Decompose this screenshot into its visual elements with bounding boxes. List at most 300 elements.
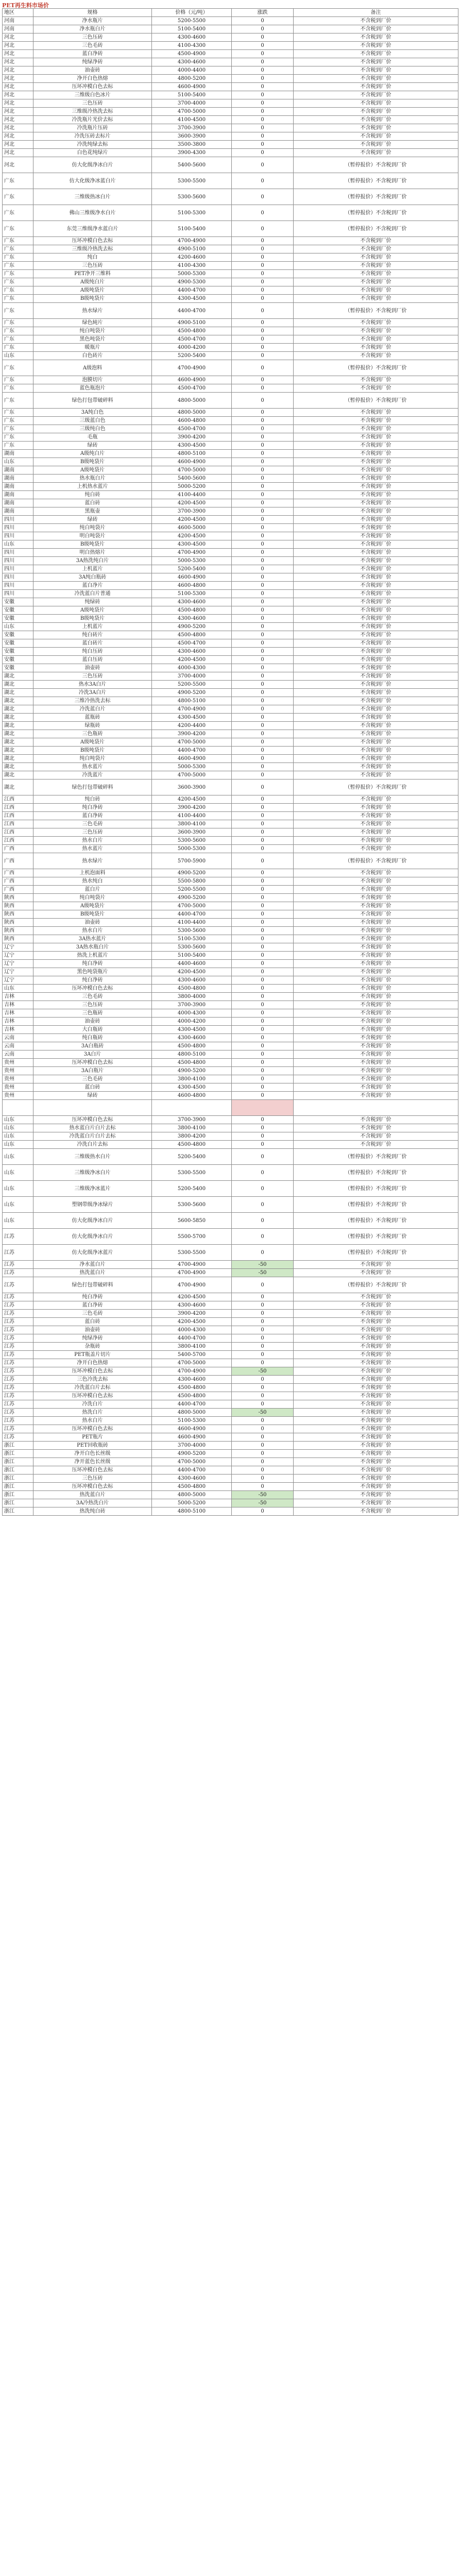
cell-spec: A级吨袋片 (33, 466, 152, 474)
cell-change: 0 (232, 360, 294, 376)
cell-note: （暂停报价）不含税到厂价 (294, 393, 458, 409)
table-row (3, 1384, 458, 1392)
cell-spec: 热水蓝片 (33, 763, 152, 771)
cell-region: 湖南 (3, 466, 33, 474)
cell-region: 浙江 (3, 1442, 33, 1450)
cell-region: 浙江 (3, 1466, 33, 1475)
table-row (3, 582, 458, 590)
cell-change: 0 (232, 804, 294, 812)
cell-region: 浙江 (3, 1475, 33, 1483)
cell-price: 4300-4600 (152, 58, 232, 66)
cell-region: 江苏 (3, 1417, 33, 1425)
cell-note: 不含税到厂价 (294, 557, 458, 565)
cell-note: 不含税到厂价 (294, 763, 458, 771)
cell-region: 湖北 (3, 714, 33, 722)
cell-region: 四川 (3, 573, 33, 582)
cell-note: 不含税到厂价 (294, 631, 458, 639)
cell-region: 贵州 (3, 1075, 33, 1083)
table-row (3, 1181, 458, 1197)
cell-price: 4500-4800 (152, 327, 232, 335)
cell-spec: 热水纯白 (33, 877, 152, 886)
cell-price: 5700-5900 (152, 853, 232, 869)
cell-note: 不含税到厂价 (294, 1141, 458, 1149)
cell-spec: 热洗蓝白片 (33, 1269, 152, 1277)
cell-note: 不含税到厂价 (294, 1450, 458, 1458)
cell-note: 不含税到厂价 (294, 1067, 458, 1075)
cell-region: 广东 (3, 173, 33, 189)
cell-price: 4000-4200 (152, 344, 232, 352)
cell-region: 湖北 (3, 730, 33, 738)
cell-note: 不含税到厂价 (294, 58, 458, 66)
cell-note: 不含税到厂价 (294, 1367, 458, 1376)
table-row (3, 689, 458, 697)
cell-spec: 热水瓶白片 (33, 474, 152, 483)
cell-note: 不含税到厂价 (294, 1466, 458, 1475)
table-row (3, 1229, 458, 1245)
table-row (3, 615, 458, 623)
table-row (3, 99, 458, 108)
table-row (3, 738, 458, 747)
cell-region: 陕西 (3, 919, 33, 927)
cell-price: 4700-4900 (152, 1277, 232, 1293)
table-row (3, 141, 458, 149)
cell-note: 不含税到厂价 (294, 1458, 458, 1466)
cell-region: 江苏 (3, 1409, 33, 1417)
cell-region: 四川 (3, 582, 33, 590)
cell-price: 4400-4600 (152, 960, 232, 968)
cell-price: 4100-4300 (152, 42, 232, 50)
cell-region: 广东 (3, 417, 33, 425)
cell-region: 河北 (3, 157, 33, 173)
cell-region: 陕西 (3, 910, 33, 919)
table-row (3, 1261, 458, 1269)
col-header-spec: 规格 (33, 9, 152, 17)
cell-price: 5000-5300 (152, 763, 232, 771)
cell-price: 4700-4900 (152, 549, 232, 557)
cell-region: 广西 (3, 877, 33, 886)
table-row (3, 722, 458, 730)
cell-note: 不含税到厂价 (294, 384, 458, 393)
cell-change: 0 (232, 910, 294, 919)
cell-region: 山东 (3, 623, 33, 631)
cell-spec: 绿砖 (33, 442, 152, 450)
cell-spec: 压坏冲模白色去标 (33, 985, 152, 993)
cell-price: 4000-4300 (152, 664, 232, 672)
cell-note: 不含税到厂价 (294, 549, 458, 557)
cell-change: 0 (232, 598, 294, 606)
cell-region: 河北 (3, 66, 33, 75)
cell-price: 4700-5000 (152, 902, 232, 910)
cell-region: 河南 (3, 17, 33, 25)
cell-region: 江西 (3, 804, 33, 812)
cell-note: 不含税到厂价 (294, 491, 458, 499)
cell-region: 河北 (3, 33, 33, 42)
cell-note: （暂停报价）不含税到厂价 (294, 1149, 458, 1165)
cell-spec: 热洗纯白砖 (33, 1507, 152, 1516)
cell-region: 贵州 (3, 1083, 33, 1092)
cell-price: 5200-5400 (152, 565, 232, 573)
cell-price: 4600-4800 (152, 1092, 232, 1100)
cell-price: 4700-4900 (152, 705, 232, 714)
cell-region: 浙江 (3, 1458, 33, 1466)
cell-note: 不含税到厂价 (294, 747, 458, 755)
table-row (3, 450, 458, 458)
cell-change: 0 (232, 779, 294, 795)
cell-note: 不含税到厂价 (294, 458, 458, 466)
table-row (3, 894, 458, 902)
table-row (3, 540, 458, 549)
cell-change: 0 (232, 935, 294, 943)
separator-cell (152, 1100, 232, 1116)
cell-region: 广东 (3, 376, 33, 384)
cell-price: 4500-4800 (152, 1042, 232, 1050)
cell-note: 不含税到厂价 (294, 976, 458, 985)
cell-price: 5600-5850 (152, 1213, 232, 1229)
cell-note: 不含税到厂价 (294, 483, 458, 491)
table-row (3, 705, 458, 714)
cell-region: 湖北 (3, 779, 33, 795)
cell-change: 0 (232, 1475, 294, 1483)
cell-spec: 三色压砖 (33, 828, 152, 837)
cell-change: 0 (232, 344, 294, 352)
cell-spec: 压坏冲模白色去标 (33, 237, 152, 245)
cell-change: 0 (232, 985, 294, 993)
cell-note: （暂停报价）不含税到厂价 (294, 779, 458, 795)
cell-region: 河北 (3, 91, 33, 99)
cell-note: （暂停报价）不含税到厂价 (294, 1197, 458, 1213)
cell-change: 0 (232, 1042, 294, 1050)
cell-price: 3700-4000 (152, 1442, 232, 1450)
cell-region: 贵州 (3, 1059, 33, 1067)
cell-price: 4200-4500 (152, 499, 232, 507)
cell-spec: 纯白净砖 (33, 1293, 152, 1301)
cell-spec: 三色瓶砖 (33, 1009, 152, 1018)
table-row (3, 83, 458, 91)
cell-region: 广东 (3, 253, 33, 262)
cell-region: 安徽 (3, 664, 33, 672)
cell-note: 不含税到厂价 (294, 108, 458, 116)
table-row (3, 1359, 458, 1367)
cell-price: 4400-4700 (152, 303, 232, 319)
cell-note: 不含税到厂价 (294, 1042, 458, 1050)
cell-price: 4800-5100 (152, 450, 232, 458)
table-row (3, 1318, 458, 1326)
cell-spec: 热水3A白片 (33, 681, 152, 689)
cell-region: 湖北 (3, 738, 33, 747)
cell-change: 0 (232, 960, 294, 968)
cell-price: 4300-4600 (152, 615, 232, 623)
cell-note: 不含税到厂价 (294, 1261, 458, 1269)
cell-change: 0 (232, 993, 294, 1001)
cell-note: 不含税到厂价 (294, 705, 458, 714)
cell-note: 不含税到厂价 (294, 919, 458, 927)
table-row (3, 466, 458, 474)
cell-note: 不含税到厂价 (294, 149, 458, 157)
cell-change: 0 (232, 1067, 294, 1075)
cell-change: 0 (232, 132, 294, 141)
cell-change: 0 (232, 17, 294, 25)
cell-note: 不含税到厂价 (294, 75, 458, 83)
cell-spec: 热水蓝白片白片去标 (33, 1124, 152, 1132)
table-row (3, 935, 458, 943)
table-row (3, 697, 458, 705)
cell-spec: 压坏冲模白色去标 (33, 1059, 152, 1067)
cell-region: 广东 (3, 237, 33, 245)
cell-spec: 3A纯白色 (33, 409, 152, 417)
cell-price: 4800-5100 (152, 1050, 232, 1059)
cell-region: 江西 (3, 795, 33, 804)
cell-spec: 泡膜切片 (33, 376, 152, 384)
cell-change: 0 (232, 108, 294, 116)
table-row (3, 631, 458, 639)
cell-note: 不含税到厂价 (294, 237, 458, 245)
cell-price: 4100-4400 (152, 919, 232, 927)
cell-note: 不含税到厂价 (294, 968, 458, 976)
table-row (3, 1499, 458, 1507)
cell-note: 不含税到厂价 (294, 17, 458, 25)
cell-note: 不含税到厂价 (294, 141, 458, 149)
cell-change: 0 (232, 270, 294, 278)
cell-region: 江西 (3, 828, 33, 837)
cell-region: 江苏 (3, 1245, 33, 1261)
cell-change: 0 (232, 565, 294, 573)
table-row (3, 565, 458, 573)
cell-spec: 压坏冲模白色去标 (33, 1392, 152, 1400)
cell-note: 不含税到厂价 (294, 730, 458, 738)
cell-price: 4700-5000 (152, 466, 232, 474)
cell-region: 山东 (3, 352, 33, 360)
table-body (3, 17, 458, 1516)
cell-change: 0 (232, 91, 294, 99)
table-row (3, 1466, 458, 1475)
table-row (3, 1197, 458, 1213)
cell-region: 广东 (3, 262, 33, 270)
cell-change: 0 (232, 1124, 294, 1132)
cell-price: 5100-5300 (152, 1417, 232, 1425)
table-row (3, 189, 458, 205)
cell-change: 0 (232, 1075, 294, 1083)
col-header-change: 涨跌 (232, 9, 294, 17)
table-row (3, 319, 458, 327)
cell-spec: 蓝白砖 (33, 499, 152, 507)
cell-region: 山东 (3, 1116, 33, 1124)
cell-note: 不含税到厂价 (294, 124, 458, 132)
cell-note: （暂停报价）不含税到厂价 (294, 303, 458, 319)
cell-price: 3700-3900 (152, 1001, 232, 1009)
table-row (3, 557, 458, 565)
cell-note: 不含税到厂价 (294, 1116, 458, 1124)
table-row (3, 33, 458, 42)
cell-note: 不含税到厂价 (294, 672, 458, 681)
cell-spec: 绿色打包带破碎料 (33, 393, 152, 409)
table-row (3, 327, 458, 335)
cell-region: 湖南 (3, 499, 33, 507)
cell-spec: 油壶砖 (33, 1326, 152, 1334)
cell-change: -50 (232, 1367, 294, 1376)
cell-note: 不含税到厂价 (294, 845, 458, 853)
cell-note: 不含税到厂价 (294, 960, 458, 968)
cell-note: 不含税到厂价 (294, 25, 458, 33)
cell-change: 0 (232, 681, 294, 689)
cell-price: 4800-5100 (152, 1507, 232, 1516)
cell-price: 3700-4000 (152, 99, 232, 108)
cell-note: （暂停报价）不含税到厂价 (294, 189, 458, 205)
cell-price: 4700-4900 (152, 1269, 232, 1277)
cell-change: 0 (232, 425, 294, 433)
cell-change: 0 (232, 845, 294, 853)
cell-change: 0 (232, 1059, 294, 1067)
cell-spec: 三维冷热洗去标 (33, 697, 152, 705)
table-row (3, 1059, 458, 1067)
table-row (3, 1269, 458, 1277)
cell-price: 4500-4700 (152, 384, 232, 393)
cell-region: 河北 (3, 42, 33, 50)
cell-change: 0 (232, 450, 294, 458)
cell-note: （暂停报价）不含税到厂价 (294, 205, 458, 221)
cell-spec: 蓝白净砖 (33, 1301, 152, 1310)
cell-spec: 黑瓶壶 (33, 507, 152, 516)
cell-region: 江苏 (3, 1400, 33, 1409)
cell-change: 0 (232, 1116, 294, 1124)
cell-change: 0 (232, 466, 294, 474)
cell-change: -50 (232, 1491, 294, 1499)
cell-region: 广东 (3, 433, 33, 442)
cell-region: 安徽 (3, 598, 33, 606)
cell-region: 山东 (3, 985, 33, 993)
cell-region: 广东 (3, 384, 33, 393)
cell-change: 0 (232, 286, 294, 295)
cell-price: 4600-4900 (152, 83, 232, 91)
cell-price: 3700-3900 (152, 124, 232, 132)
cell-note: 不含税到厂价 (294, 606, 458, 615)
cell-note: 不含税到厂价 (294, 804, 458, 812)
cell-note: 不含税到厂价 (294, 1334, 458, 1343)
cell-price: 5100-5400 (152, 221, 232, 237)
cell-change: 0 (232, 491, 294, 499)
cell-region: 江苏 (3, 1229, 33, 1245)
table-row (3, 1100, 458, 1116)
cell-note: 不含税到厂价 (294, 352, 458, 360)
table-row (3, 1326, 458, 1334)
table-row (3, 1149, 458, 1165)
cell-spec: 冷洗瓶片光价去标 (33, 116, 152, 124)
cell-spec: 三维级热水白片 (33, 1149, 152, 1165)
table-row (3, 672, 458, 681)
cell-price: 4300-4500 (152, 1083, 232, 1092)
cell-price: 4500-4800 (152, 1059, 232, 1067)
table-row (3, 623, 458, 631)
cell-price: 5000-5300 (152, 270, 232, 278)
cell-spec: 蓝瓶砖 (33, 714, 152, 722)
cell-price: 4800-5000 (152, 393, 232, 409)
cell-change: -50 (232, 1269, 294, 1277)
table-row (3, 837, 458, 845)
table-row (3, 1083, 458, 1092)
cell-spec: 东莞三维级净水蓝白片 (33, 221, 152, 237)
cell-note: 不含税到厂价 (294, 812, 458, 820)
cell-spec: 净开白色长丝级 (33, 1450, 152, 1458)
table-row (3, 976, 458, 985)
cell-price: 4300-4600 (152, 976, 232, 985)
cell-change: 0 (232, 483, 294, 491)
cell-price: 4300-4600 (152, 648, 232, 656)
cell-price: 4000-4200 (152, 1018, 232, 1026)
cell-price: 4900-5200 (152, 1450, 232, 1458)
cell-spec: 纯白砖片 (33, 631, 152, 639)
cell-note: 不含税到厂价 (294, 83, 458, 91)
cell-note: 不含税到厂价 (294, 573, 458, 582)
table-row (3, 1034, 458, 1042)
cell-price: 3600-3900 (152, 828, 232, 837)
cell-spec: 油壶砖 (33, 919, 152, 927)
cell-spec: 3A白瓶片 (33, 1067, 152, 1075)
cell-spec: 三维级白色冰片 (33, 91, 152, 99)
cell-change: 0 (232, 50, 294, 58)
cell-price: 4400-4700 (152, 286, 232, 295)
cell-spec: 上机热水蓝片 (33, 483, 152, 491)
cell-change: 0 (232, 524, 294, 532)
cell-spec: 纯白吨袋片 (33, 894, 152, 902)
cell-price: 5200-5400 (152, 352, 232, 360)
table-row (3, 812, 458, 820)
cell-region: 云南 (3, 1042, 33, 1050)
cell-region: 河北 (3, 58, 33, 66)
cell-region: 江苏 (3, 1351, 33, 1359)
cell-change: 0 (232, 1343, 294, 1351)
cell-change: 0 (232, 623, 294, 631)
cell-region: 山东 (3, 458, 33, 466)
table-row (3, 1343, 458, 1351)
cell-spec: 油壶砖 (33, 66, 152, 75)
table-row (3, 417, 458, 425)
table-row (3, 1067, 458, 1075)
cell-price: 4500-4800 (152, 1483, 232, 1491)
cell-note: 不含税到厂价 (294, 516, 458, 524)
cell-spec: 冷洗3A白片 (33, 689, 152, 697)
cell-price: 4900-5100 (152, 319, 232, 327)
cell-spec: 冷洗蓝片 (33, 771, 152, 779)
cell-change: 0 (232, 755, 294, 763)
cell-note: 不含税到厂价 (294, 1293, 458, 1301)
table-row (3, 278, 458, 286)
cell-change: 0 (232, 253, 294, 262)
cell-note: 不含税到厂价 (294, 66, 458, 75)
cell-price: 3800-4100 (152, 820, 232, 828)
cell-spec: B级吨袋片 (33, 458, 152, 466)
cell-note: 不含税到厂价 (294, 1442, 458, 1450)
cell-spec: 纯绿净砖 (33, 58, 152, 66)
cell-spec: B级吨袋片 (33, 615, 152, 623)
cell-region: 安徽 (3, 639, 33, 648)
cell-spec: 热水白片 (33, 837, 152, 845)
cell-note: 不含税到厂价 (294, 33, 458, 42)
cell-spec: 压坏冲模白色去标 (33, 1483, 152, 1491)
table-row (3, 474, 458, 483)
cell-price: 3500-3800 (152, 141, 232, 149)
cell-spec: 三色毛砖 (33, 820, 152, 828)
cell-price: 4500-4800 (152, 1384, 232, 1392)
cell-change: 0 (232, 1400, 294, 1409)
cell-region: 江西 (3, 837, 33, 845)
cell-region: 广东 (3, 295, 33, 303)
cell-region: 吉林 (3, 1018, 33, 1026)
cell-price: 4300-4600 (152, 33, 232, 42)
cell-price: 3700-3900 (152, 1116, 232, 1124)
cell-note: 不含税到厂价 (294, 335, 458, 344)
cell-change: 0 (232, 237, 294, 245)
cell-spec: 净水瓶白片 (33, 25, 152, 33)
cell-region: 辽宁 (3, 952, 33, 960)
